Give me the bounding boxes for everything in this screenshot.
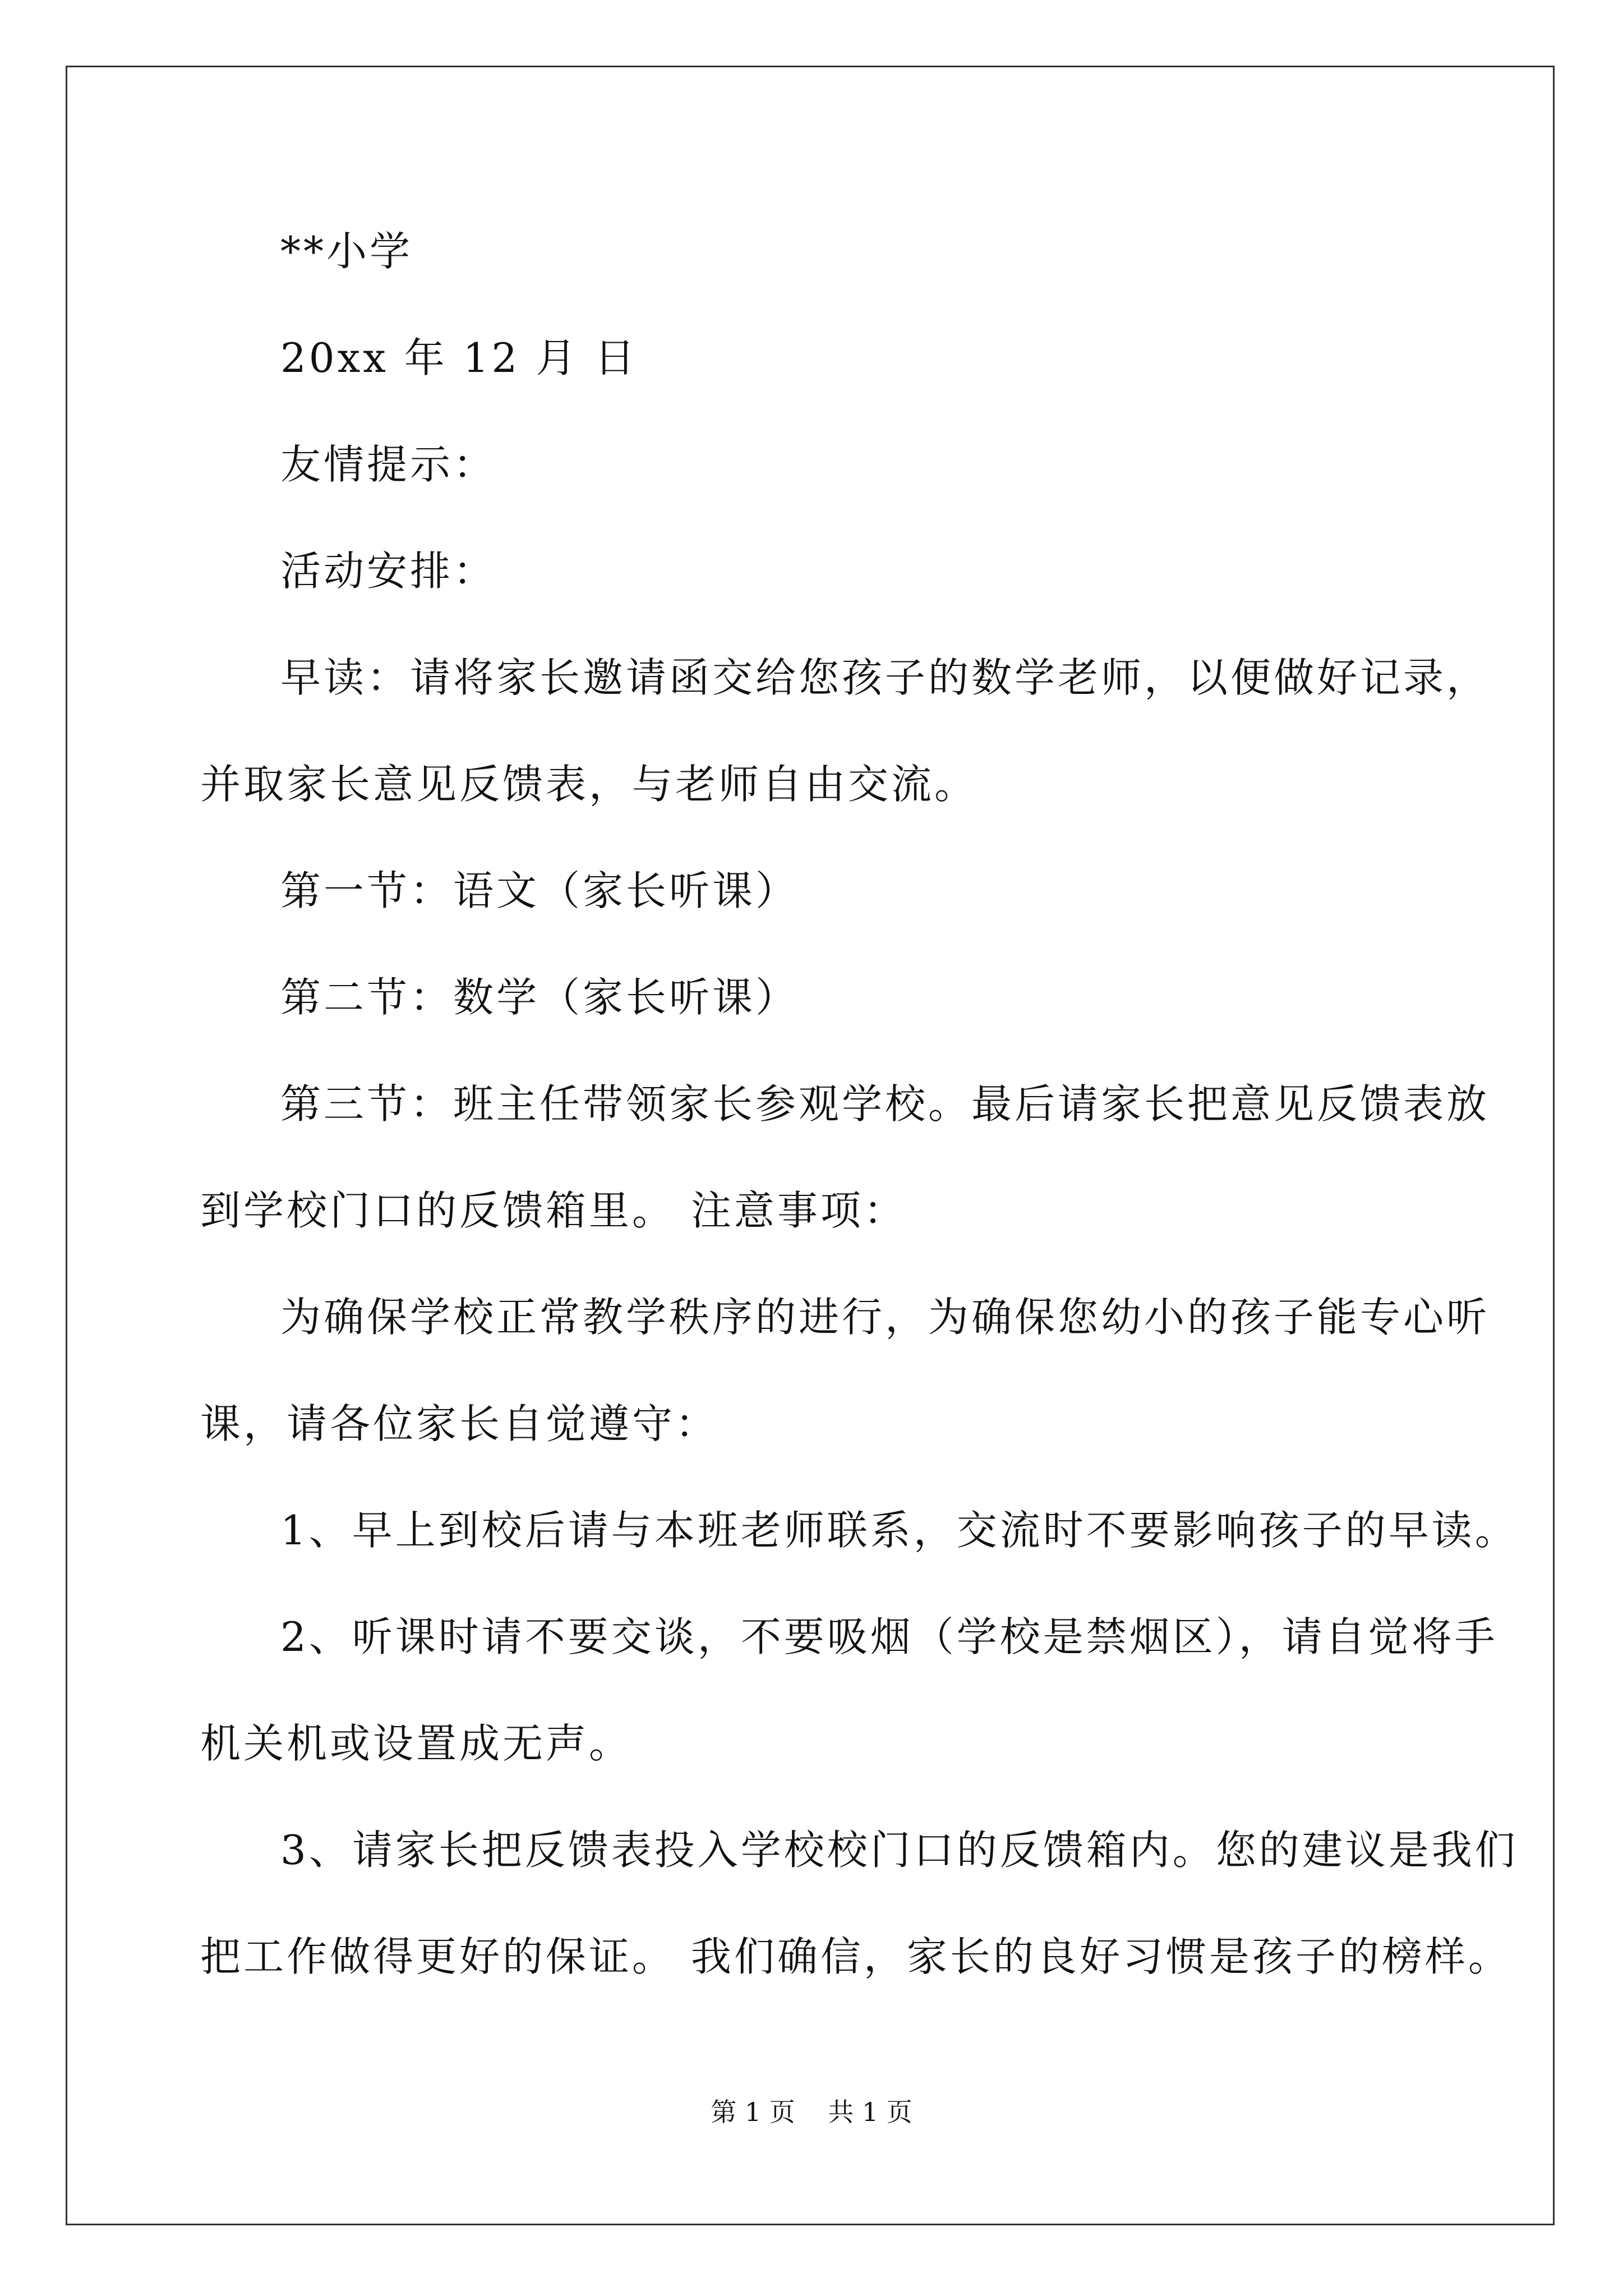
paragraph-line: 为确保学校正常教学秩序的进行，为确保您幼小的孩子能专心听 [280,1294,1490,1341]
paragraph-line: 2、听课时请不要交谈，不要吸烟（学校是禁烟区），请自觉将手 [280,1613,1498,1660]
paragraph-line: 第一节：语文（家长听课） [280,867,799,914]
school-name: **小学 [280,228,413,275]
page-footer: 第 1 页 共 1 页 [711,2097,912,2127]
page-border [66,66,1555,2225]
friendly-tips-heading: 友情提示： [280,441,497,488]
paragraph-line: 并取家长意见反馈表，与老师自由交流。 [200,761,978,808]
paragraph-line: 3、请家长把反馈表投入学校校门口的反馈箱内。您的建议是我们 [280,1826,1518,1874]
activity-heading: 活动安排： [280,547,497,595]
paragraph-line: 第二节：数学（家长听课） [280,974,799,1021]
paragraph-line: 把工作做得更好的保证。 我们确信，家长的良好习惯是孩子的榜样。 [200,1933,1511,1980]
paragraph-line: 1、早上到校后请与本班老师联系，交流时不要影响孩子的早读。 [280,1507,1518,1554]
paragraph-line: 机关机或设置成无声。 [200,1720,633,1767]
paragraph-line: 课，请各位家长自觉遵守： [200,1400,719,1447]
date-line: 20xx 年 12 月 日 [280,334,638,381]
paragraph-line: 早读：请将家长邀请函交给您孩子的数学老师，以便做好记录， [280,654,1490,701]
paragraph-line: 第三节：班主任带领家长参观学校。最后请家长把意见反馈表放 [280,1080,1490,1128]
paragraph-line: 到学校门口的反馈箱里。 注意事项： [200,1187,907,1234]
